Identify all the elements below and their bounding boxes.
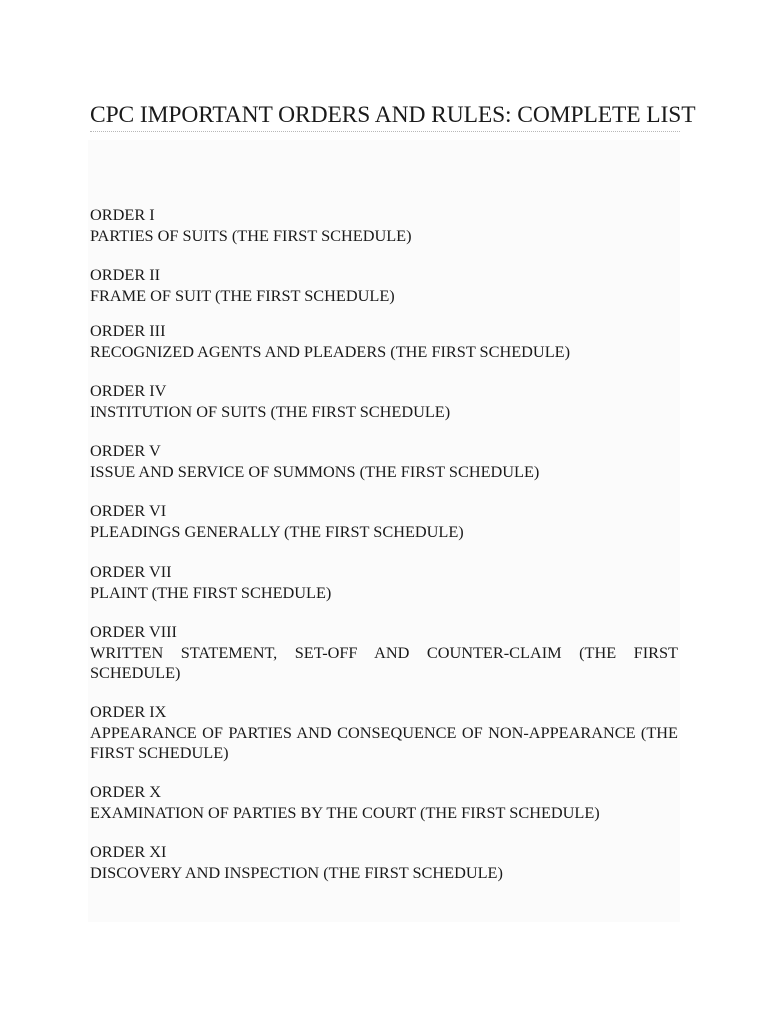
order-number: ORDER XI [90,842,167,861]
order-number: ORDER VI [90,501,167,520]
order-entry-4 [90,381,678,422]
order-title: ISSUE AND SERVICE OF SUMMONS (THE FIRST SCHEDULE) [90,461,540,481]
order-number: ORDER III [90,321,166,340]
order-entry-7 [90,562,678,603]
order-title: INSTITUTION OF SUITS (THE FIRST SCHEDULE) [90,401,451,421]
order-number: ORDER V [90,441,161,460]
order-title: PLEADINGS GENERALLY (THE FIRST SCHEDULE) [90,521,464,541]
order-number: ORDER II [90,265,161,284]
order-entry-9 [90,702,678,764]
order-title: RECOGNIZED AGENTS AND PLEADERS (THE FIRST SCHEDULE) [90,341,571,361]
order-title: PLAINT (THE FIRST SCHEDULE) [90,582,332,602]
order-title: EXAMINATION OF PARTIES BY THE COURT (THE FIRST SCHEDULE) [90,802,600,822]
order-entry-10 [90,782,678,823]
order-number: ORDER VII [90,562,172,581]
order-number: ORDER IX [90,702,167,721]
order-title: APPEARANCE OF PARTIES AND CONSEQUENCE OF NON-APPEARANCE (THE FIRST SCHEDULE) [90,722,678,762]
order-number: ORDER VIII [90,622,177,641]
order-entry-11 [90,842,678,883]
order-title: WRITTEN STATEMENT, SET-OFF AND COUNTER-CLAIM (THE FIRST SCHEDULE) [90,642,678,682]
order-entry-8 [90,622,678,684]
order-entry-1 [90,205,678,246]
order-entry-2 [90,265,678,306]
page-title: CPC IMPORTANT ORDERS AND RULES: COMPLETE LIST [90,100,680,132]
order-number: ORDER IV [90,381,167,400]
order-number: ORDER X [90,782,162,801]
order-number: ORDER I [90,205,155,224]
order-title: FRAME OF SUIT (THE FIRST SCHEDULE) [90,285,395,305]
order-title: DISCOVERY AND INSPECTION (THE FIRST SCHEDULE) [90,862,503,882]
order-entry-5 [90,441,678,482]
order-entry-6 [90,501,678,542]
order-entry-3 [90,321,678,362]
order-title: PARTIES OF SUITS (THE FIRST SCHEDULE) [90,225,412,245]
